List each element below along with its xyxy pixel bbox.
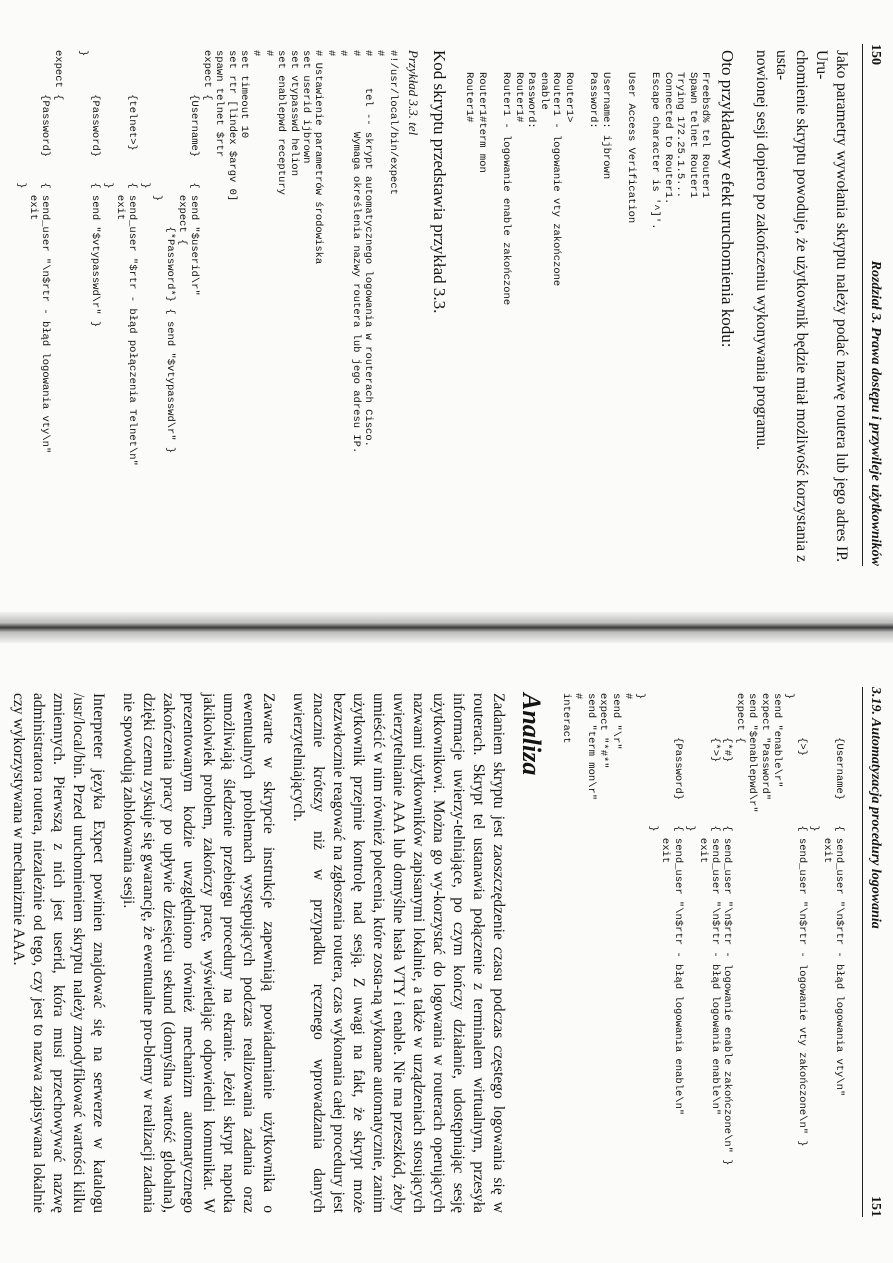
left-page: [0, 0, 893, 612]
analysis-heading: Analiza: [516, 693, 546, 776]
left-page-number: 150: [868, 44, 883, 65]
example-heading: Oto przykładowy efekt uruchomienia kodu:: [718, 50, 737, 348]
left-page-body: [10, 50, 851, 562]
intro-paragraph: Jako parametry wywołania skryptu należy podać nazwę routera lub jego adres IP. Uru- chomienie skryptu powoduje, że użytkownik będzie miał możliwość korzystania z usta- nowionej sesji dopiero po zakończeniu wykonywania programu.: [753, 50, 850, 562]
right-section-title: 3.19. Automatyzacja procedury logowania: [868, 687, 883, 929]
right-running-head: [862, 687, 885, 1217]
script-heading: Kod skryptu przedstawia przykład 3.3.: [429, 50, 449, 314]
right-page-number: 151: [868, 1196, 883, 1217]
book-gutter: [0, 612, 893, 643]
right-page: [0, 643, 893, 1263]
analysis-paragraph-3: Interpreter języka Expect powinien znajdować się na serwerze w katalogu /usr/local/bin. Przed uruchomieniem skryptu należy zmodyfikować wartości kilku zmiennych. Pierwszą z nich jest userid, która musi przechowywać nazwę administratora routera, niezależnie od tego, czy jest to nazwa zapisywana lokalnie czy wykorzystywana w mechanizmie AAA.: [9, 693, 107, 1213]
right-page-body: [10, 693, 851, 1213]
left-chapter-title: Rozdział 3. Prawa dostępu i przywileje użytkowników: [868, 260, 883, 566]
left-running-head: [862, 44, 885, 566]
listing-caption: Przykład 3.3. tel: [405, 50, 421, 136]
example-output: Freebsd% tel Router1 Spawn telnet Router1 Trying 172.25.1.5... Connected to Router1. Escape character is '^]'. User Access Verification Username: ijbrown Password: Router1> Router1 - logowanie vty zakończone enable Password: Router1# Router1 - logowanie enable zakończone Router1#term mon Router1#: [463, 72, 711, 306]
analysis-paragraph-1: Zadaniem skryptu jest zaoszczędzenie czasu podczas częstego logowania się w routerach. Skrypt tel ustanawia połączenie z terminalem wirtualnym, przesyła informacje uwierzy-telniające, po czym kończy działanie, udostępniając sesję użytkownikowi. Można go wy-korzystać do logowania w routerach operujących nazwami użytkowników zapisanymi lokalnie, a także w urządzeniach stosujących uwierzytelnianie AAA lub domyślne hasła VTY i enable. Nie ma przeszkód, żeby umieścić w nim również polecenia, które zosta-ną wykonane automatycznie, zanim użytkownik przejmie kontrolę nad sesją. Z uwagi na fakt, że skrypt może bezzwłocznie reagować na zgłoszenia routera, czas wykonania całej procedury jest znacznie krótszy niż w przypadku ręcznego wprowadzania danych uwierzytelniających.: [289, 693, 507, 1213]
listing-code-part1: #!/usr/local/bin/expect # # tel -- skrypt automatycznego logowania w routerach Cisco. # Wymaga określenia nazwy routera lub jego adresu IP. # # # Ustawienie parametrów środowiska set userid ijbrown set vtypasswd helion set enablepwd receptury # # set timeout 10 set rtr [lindex $argv 0] spawn telnet $rtr expect { {Username} { send "$userid\r" expect { {*Password*} { send "$vtypasswd\r" } } } {telnet>} { send_user "$rtr - błąd połączenia Telnet\n" exit } {Password} { send "$vtypasswd\r" } } expect { {Password} { send_user "\n$rtr - błąd logowania vty\n" exit }: [14, 50, 399, 466]
analysis-paragraph-2: Zawarte w skrypcie instrukcje zapewniają powiadamianie użytkownika o ewentualnych problemach występujących podczas realizowania zadania oraz umożliwiają śledzenie przebiegu procedury na ekranie. Jeżeli skrypt napotka jakikolwiek problem, zakończy pracę, wyświetlając odpowiedni komunikat. W prezentowanym kodzie uwzględniono również mechanizm automatycznego zakończenia pracy po upływie dziesięciu sekund (domyślna wartość globalna), dzięki czemu zyskuje się gwarancję, że ewentualne pro-blemy w realizacji zadania nie spowodują zablokowania sesji.: [119, 693, 277, 1213]
listing-code-part2: {Username} { send_user "\n$rtr - błąd logowania vty\n" exit } {>} { send_user "\n$rtr - logowanie vty zakończone\n" } } send "enable\r" expect "Password" send "$enablepwd\r" expect { {*#} { send_user "\n$rtr - logowanie enable zakończone\n" } {*>} { send_user "\n$rtr - błąd logowania enable\n" exit } {Password} { send_user "\n$rtr - błąd logowania enable\n" exit } } # send "\r" expect "*#*" send "term mon\r" # interact: [560, 693, 845, 1166]
